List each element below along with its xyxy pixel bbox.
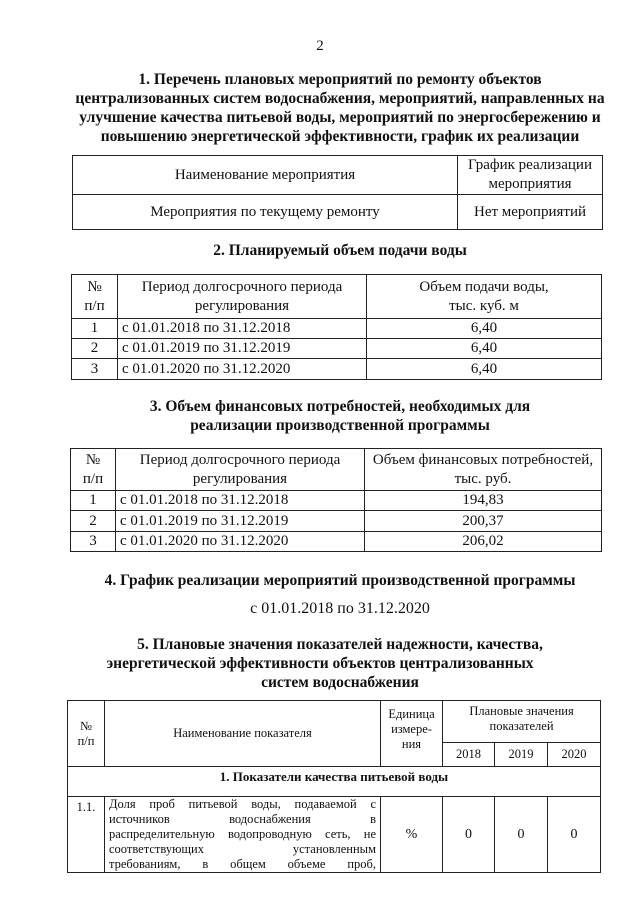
header-cell-planned-values [443,701,601,743]
cell-number: 1.1. [68,797,105,873]
header-cell-year-2019: 2019 [495,743,548,767]
header-cell-unit [381,701,443,767]
header-line: п/п [84,297,105,314]
header-cell-period [116,449,365,491]
header-cell-number [71,449,116,491]
cell-amount: 206,02 [365,532,602,552]
section-1-title-line: 1. Перечень плановых мероприятий по ремонту объектов [138,71,542,88]
table-row [72,339,602,359]
section-1-title-line: централизованных систем водоснабжения, мероприятий, направленных на [75,90,605,107]
header-line: Период долгосрочного периода [139,451,341,468]
header-line: Объем финансовых потребностей, [372,451,594,468]
cell-period: с 01.01.2019 по 31.12.2019 [118,339,367,359]
table-header-row [68,701,601,743]
header-line: № [85,451,101,468]
header-line: Плановые значения [469,704,574,718]
header-line: тыс. куб. м [449,297,519,314]
table-header-row [72,275,602,319]
table-row [71,532,602,552]
cell-period: с 01.01.2020 по 31.12.2020 [118,359,367,380]
section-5-title [60,635,620,692]
cell-volume: 6,40 [367,339,602,359]
cell-period: с 01.01.2018 по 31.12.2018 [116,491,365,511]
indicator-name-line: Доля проб питьевой воды, подаваемой с [109,797,376,811]
header-line: ния [401,737,422,751]
table-row [72,319,602,339]
table-header-row [73,156,603,195]
header-line: Объем подачи воды, [419,278,549,295]
header-line: Период долгосрочного периода [141,278,343,295]
header-cell-number [68,701,105,767]
cell-unit: % [381,797,443,873]
cell-schedule: Нет мероприятий [458,195,603,230]
header-cell-schedule [458,156,603,195]
header-line: показателей [489,719,554,733]
header-cell-financial [365,449,602,491]
indicator-name-line: соответствующих установленным [109,842,376,856]
header-cell-event-name: Наименование мероприятия [73,156,458,195]
header-line: регулирования [192,470,288,487]
indicator-name-line: распределительную водопроводную сеть, не [109,827,376,841]
cell-number: 3 [71,532,116,552]
header-cell-year-2018: 2018 [443,743,495,767]
cell-amount: 200,37 [365,511,602,532]
section-4-period: с 01.01.2018 по 31.12.2020 [250,600,430,617]
section-4-title: 4. График реализации мероприятий производственной программы [104,572,576,589]
header-cell-indicator-name: Наименование показателя [105,701,381,767]
table-group-row [68,767,601,797]
cell-period: с 01.01.2018 по 31.12.2018 [118,319,367,339]
table-header-row [71,449,602,491]
indicator-name-line: источников водоснабжения в [109,812,376,826]
table-row [68,797,601,873]
header-line: измере- [391,722,432,736]
section-1-title [60,70,620,146]
table-row [73,195,603,230]
section-5-title-line: систем водоснабжения [261,674,419,691]
cell-volume: 6,40 [367,359,602,380]
cell-number: 2 [71,511,116,532]
section-3-title-line: 3. Объем финансовых потребностей, необходимых для [149,398,531,415]
cell-value-2018: 0 [443,797,495,873]
header-cell-volume [367,275,602,319]
page-number: 2 [316,38,324,54]
section-3-title [60,397,620,435]
cell-period: с 01.01.2020 по 31.12.2020 [116,532,365,552]
header-cell-year-2020: 2020 [548,743,601,767]
indicator-name-line: требованиям, в общем объеме проб, [109,857,376,871]
header-line: п/п [82,470,104,487]
section-2-title: 2. Планируемый объем подачи воды [213,242,467,259]
cell-period: с 01.01.2019 по 31.12.2019 [116,511,365,532]
table-row [72,359,602,380]
header-line: График реализации [468,157,592,173]
cell-number: 1 [72,319,118,339]
header-line: мероприятия [488,176,572,192]
financial-needs-table [70,448,602,552]
events-table [72,155,603,230]
water-supply-table [71,274,602,380]
section-5-title-line: энергетической эффективности объектов централизованных [106,655,534,672]
table-row [71,491,602,511]
header-line: тыс. руб. [454,470,512,487]
section-1-title-line: повышению энергетической эффективности, график их реализации [100,128,580,145]
cell-value-2019: 0 [495,797,548,873]
cell-number: 2 [72,339,118,359]
cell-value-2020: 0 [548,797,601,873]
table-row [71,511,602,532]
header-line: Единица [388,707,435,721]
cell-number: 1 [71,491,116,511]
header-line: п/п [77,733,95,748]
indicators-table [67,700,601,873]
group-title: 1. Показатели качества питьевой воды [68,767,601,797]
cell-number: 3 [72,359,118,380]
section-3-title-line: реализации производственной программы [190,417,490,434]
cell-event-name: Мероприятия по текущему ремонту [73,195,458,230]
cell-volume: 6,40 [367,319,602,339]
header-line: № [80,718,92,733]
header-cell-period [118,275,367,319]
cell-amount: 194,83 [365,491,602,511]
header-line: № [87,278,102,295]
header-line: регулирования [194,297,290,314]
section-5-title-line: 5. Плановые значения показателей надежности, качества, [137,636,543,653]
header-cell-number [72,275,118,319]
cell-indicator-name [105,797,381,873]
section-1-title-line: улучшение качества питьевой воды, мероприятий по энергосбережению и [79,109,601,126]
